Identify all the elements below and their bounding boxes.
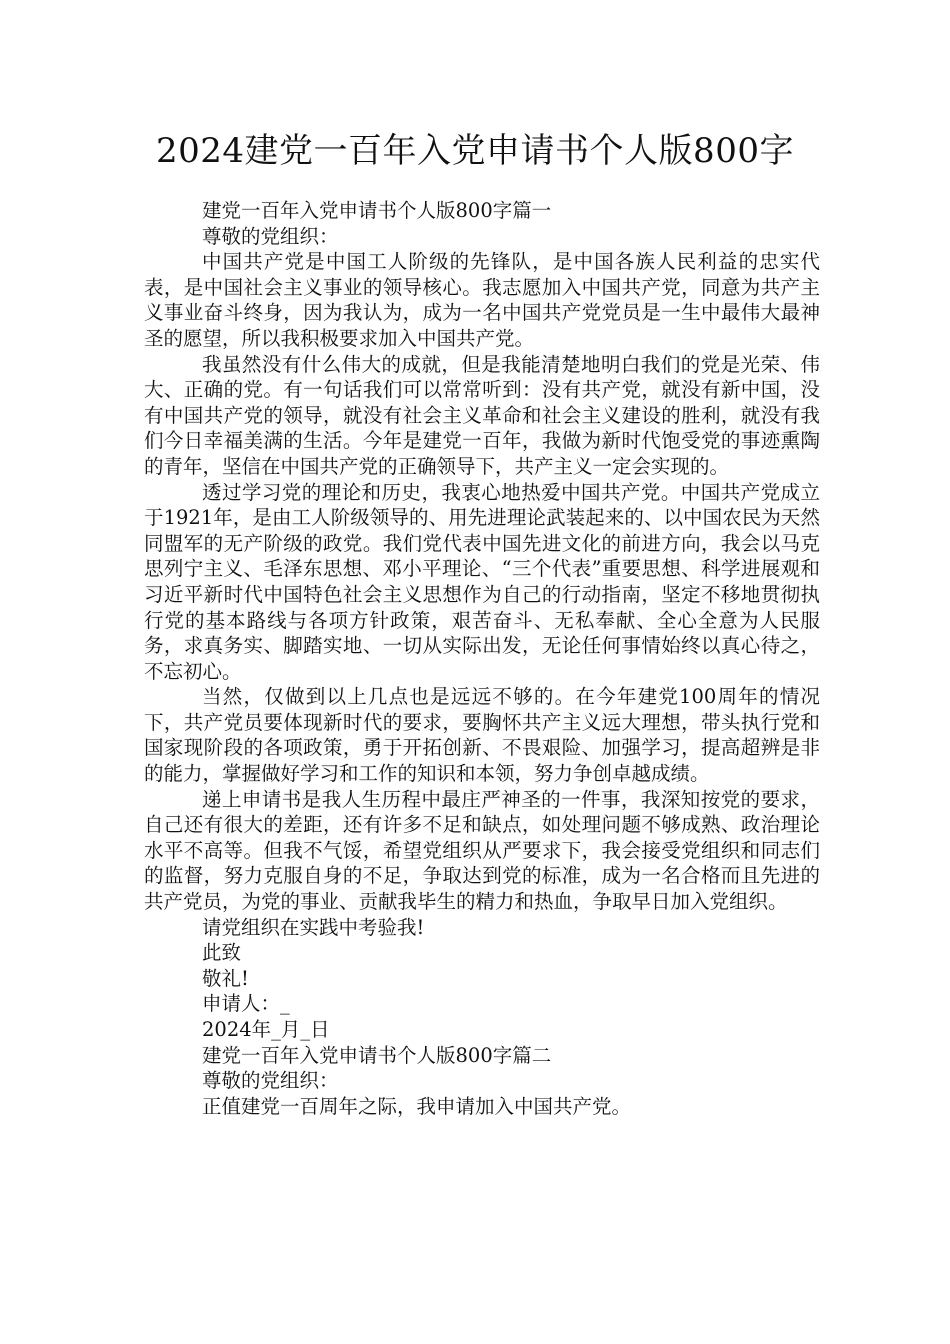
closing-request: 请党组织在实践中考验我! — [202, 915, 425, 939]
paragraph-5: 递上申请书是我人生历程中最庄严神圣的一件事，我深知按党的要求，自己还有很大的差距，还有许多不足和缺点，如处理问题不够成熟、政治理论水平不高等。但我不气馁，希望党组织从严要求下，我会接受党组织和同志们的监督，努力克服自身的不足，争取达到党的标准，成为一名合格而且先进的共产党员，为党的事业、贡献我毕生的精力和热血，争取早日加入党组织。 — [144, 787, 820, 914]
closing-respect-2: 敬礼! — [202, 966, 249, 990]
paragraph-2: 我虽然没有什么伟大的成就，但是我能清楚地明白我们的党是光荣、伟大、正确的党。有一句话我们可以常常听到：没有共产党，就没有新中国，没有中国共产党的领导，就没有社会主义革命和社会主义建设的胜利，就没有我们今日幸福美满的生活。今年是建党一百年，我做为新时代饱受党的事迹熏陶的青年，坚信在中国共产党的正确领导下，共产主义一定会实现的。 — [144, 352, 820, 478]
section-1-heading: 建党一百年入党申请书个人版800字篇一 — [202, 199, 552, 222]
paragraph-4: 当然，仅做到以上几点也是远远不够的。在今年建党100周年的情况下，共产党员要体现新时代的要求，要胸怀共产主义远大理想，带头执行党和国家现阶段的各项政策，勇于开拓创新、不畏艰险、加强学习，提高超辨是非的能力，掌握做好学习和工作的知识和本领，努力争创卓越成绩。 — [144, 685, 820, 786]
section-2-heading: 建党一百年入党申请书个人版800字篇二 — [202, 1043, 552, 1067]
closing-respect-1: 此致 — [202, 941, 242, 965]
section-2-first-line: 正值建党一百周年之际，我申请加入中国共产党。 — [202, 1094, 632, 1118]
paragraph-1: 中国共产党是中国工人阶级的先锋队，是中国各族人民利益的忠实代表，是中国社会主义事业的领导核心。我志愿加入中国共产党，同意为共产主义事业奋斗终身，因为我认为，成为一名中国共产党党员是一生中最伟大最神圣的愿望，所以我积极要求加入中国共产党。 — [144, 250, 820, 350]
applicant-line: 申请人：_ — [202, 992, 290, 1016]
section-2-salutation: 尊敬的党组织： — [202, 1069, 339, 1093]
paragraph-3: 透过学习党的理论和历史，我衷心地热爱中国共产党。中国共产党成立于1921年，是由工人阶级领导的、用先进理论武装起来的、以中国农民为天然同盟军的无产阶级的政党。我们党代表中国先进文化的前进方向，我会以马克思列宁主义、毛泽东思想、邓小平理论、“三个代表”重要思想、科学进展观和习近平新时代中国特色社会主义思想作为自己的行动指南，坚定不移地贯彻执行党的基本路线与各项方针政策，艰苦奋斗、无私奉献、全心全意为人民服务，求真务实、脚踏实地、一切从实际出发，无论任何事情始终以真心待之，不忘初心。 — [144, 480, 820, 683]
section-1-salutation: 尊敬的党组织： — [202, 224, 339, 248]
document-body — [144, 198, 820, 1119]
document-title: 2024建党一百年入党申请书个人版800字 — [156, 131, 794, 171]
date-line: 2024年_月_日 — [202, 1018, 330, 1041]
